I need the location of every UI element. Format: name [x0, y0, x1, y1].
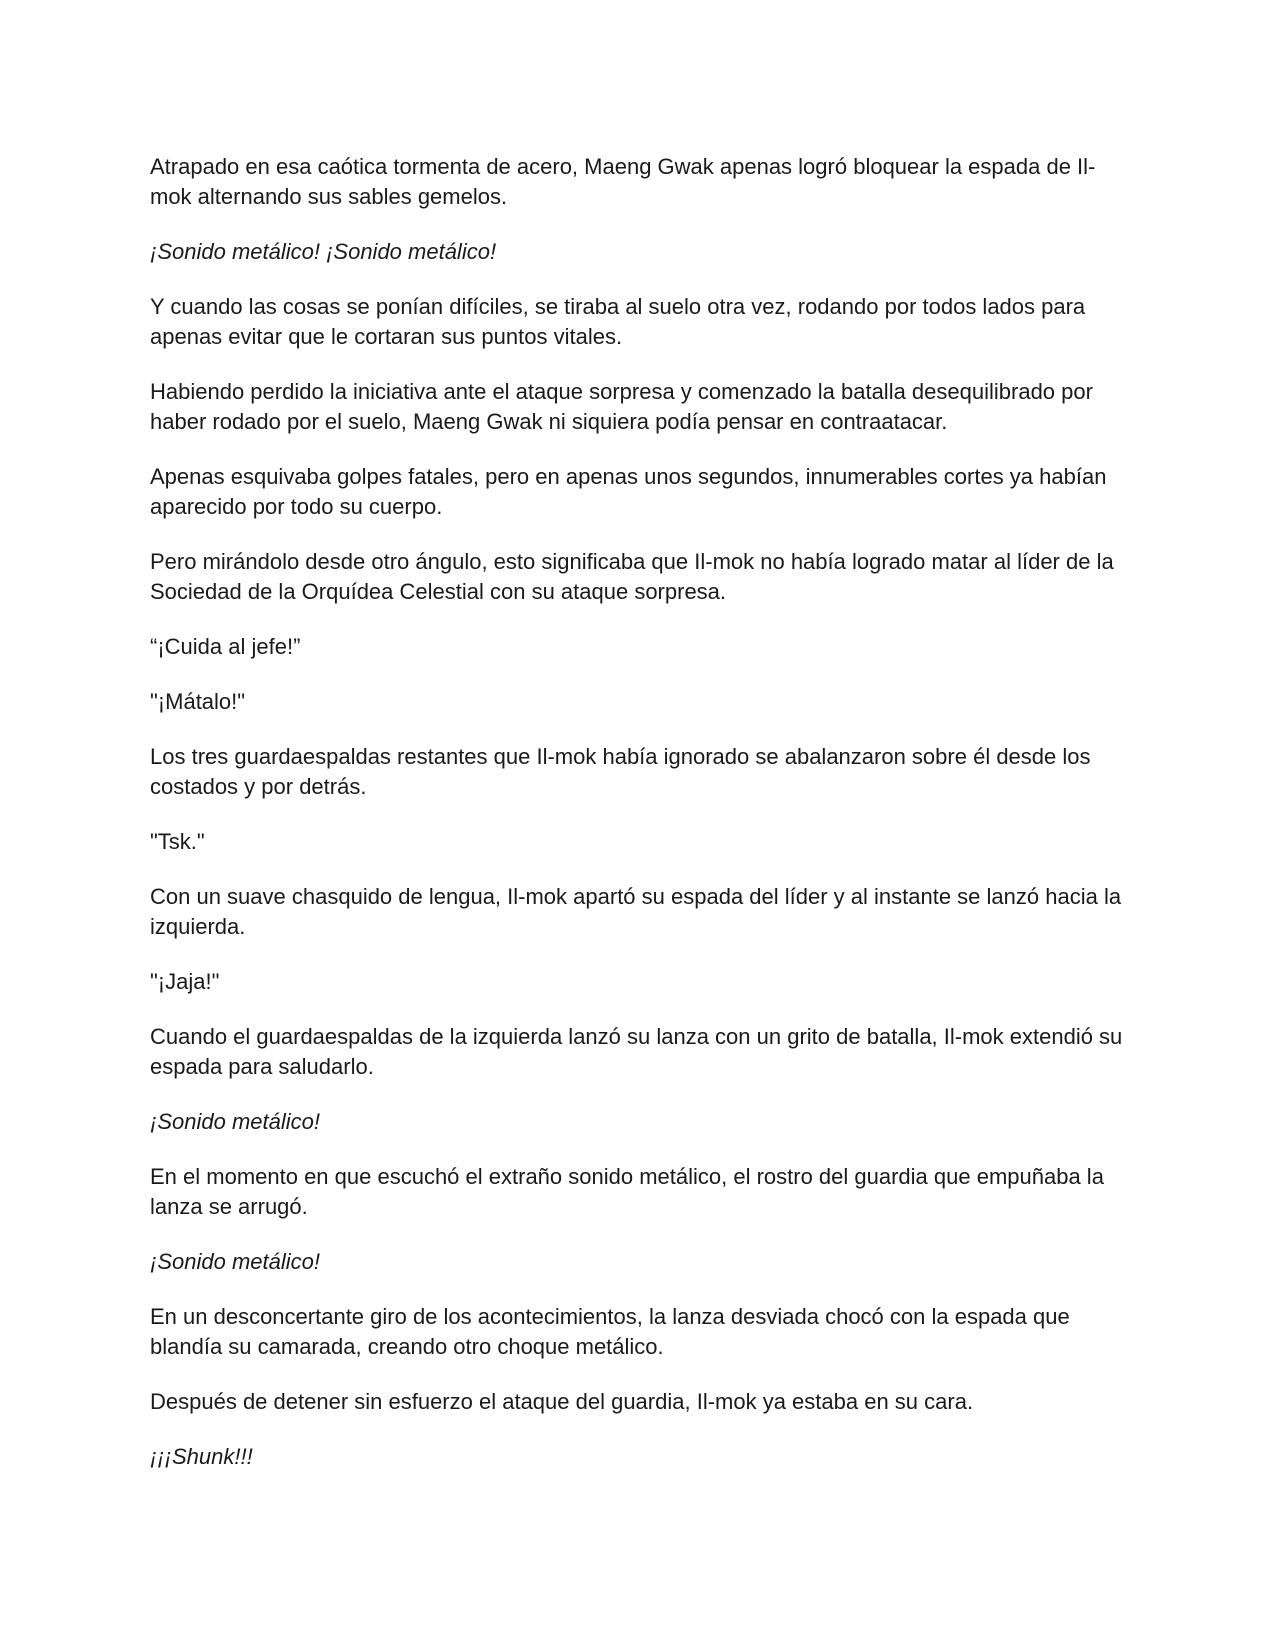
paragraph-dialogue: "¡Mátalo!" — [150, 689, 246, 714]
paragraph: En el momento en que escuchó el extraño sonido metálico, el rostro del guardia que empuñaba la lanza se arrugó. — [150, 1164, 1104, 1219]
paragraph: Habiendo perdido la iniciativa ante el ataque sorpresa y comenzado la batalla desequilibrado por haber rodado por el suelo, Maeng Gwak ni siquiera podía pensar en contraatacar. — [150, 379, 1093, 434]
paragraph: Y cuando las cosas se ponían difíciles, se tiraba al suelo otra vez, rodando por todos lados para apenas evitar que le cortaran sus puntos vitales. — [150, 294, 1086, 349]
paragraph-sound-effect: ¡Sonido metálico! — [150, 1109, 320, 1134]
paragraph: En un desconcertante giro de los acontecimientos, la lanza desviada chocó con la espada que blandía su camarada, creando otro choque metálico. — [150, 1304, 1070, 1359]
paragraph: Los tres guardaespaldas restantes que Il-mok había ignorado se abalanzaron sobre él desde los costados y por detrás. — [150, 744, 1091, 799]
paragraph: Con un suave chasquido de lengua, Il-mok apartó su espada del líder y al instante se lanzó hacia la izquierda. — [150, 884, 1122, 939]
document-body — [150, 152, 1125, 1497]
paragraph-dialogue: "¡Jaja!" — [150, 969, 220, 994]
paragraph: Atrapado en esa caótica tormenta de acero, Maeng Gwak apenas logró bloquear la espada de Il-mok alternando sus sables gemelos. — [150, 154, 1096, 209]
paragraph-dialogue: “¡Cuida al jefe!” — [150, 634, 301, 659]
paragraph: Apenas esquivaba golpes fatales, pero en apenas unos segundos, innumerables cortes ya habían aparecido por todo su cuerpo. — [150, 464, 1107, 519]
paragraph: Cuando el guardaespaldas de la izquierda lanzó su lanza con un grito de batalla, Il-mok extendió su espada para saludarlo. — [150, 1024, 1123, 1079]
paragraph-dialogue: "Tsk." — [150, 829, 205, 854]
paragraph-sound-effect: ¡Sonido metálico! — [150, 1249, 320, 1274]
paragraph-sound-effect: ¡Sonido metálico! ¡Sonido metálico! — [150, 239, 497, 264]
paragraph: Después de detener sin esfuerzo el ataque del guardia, Il-mok ya estaba en su cara. — [150, 1389, 974, 1414]
paragraph-sound-effect: ¡¡¡Shunk!!! — [150, 1444, 253, 1469]
paragraph: Pero mirándolo desde otro ángulo, esto significaba que Il-mok no había logrado matar al líder de la Sociedad de la Orquídea Celestial con su ataque sorpresa. — [150, 549, 1114, 604]
